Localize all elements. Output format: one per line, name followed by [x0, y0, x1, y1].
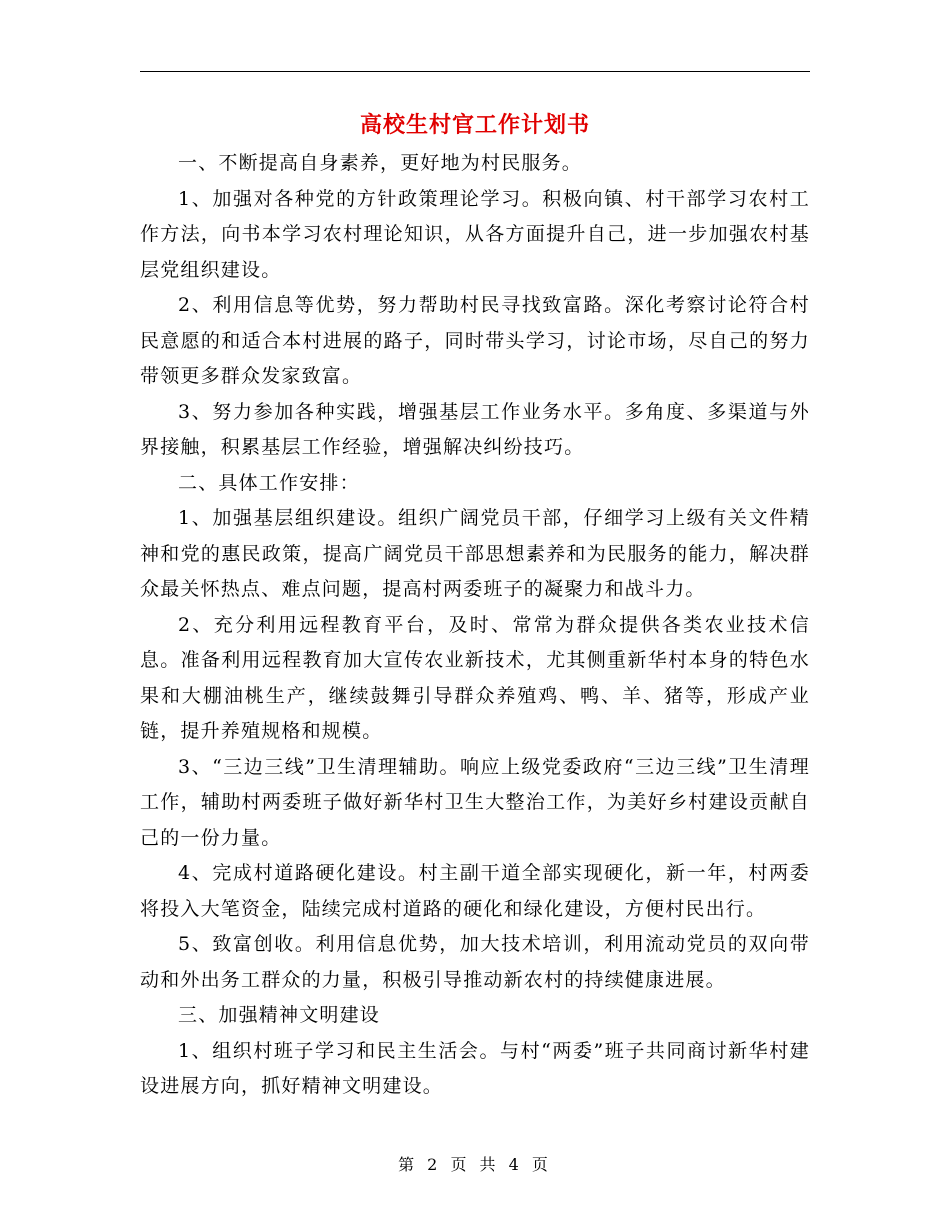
paragraph: 1、加强基层组织建设。组织广阔党员干部，仔细学习上级有关文件精神和党的惠民政策，提高广阔党员干部思想素养和为民服务的能力，解决群众最关怀热点、难点问题，提高村两委班子的凝聚力和战斗力。 [140, 507, 810, 600]
paragraph: 二、具体工作安排： [178, 471, 360, 494]
paragraph: 5、致富创收。利用信息优势，加大技术培训，利用流动党员的双向带动和外出务工群众的力量，积极引导推动新农村的持续健康进展。 [140, 933, 810, 991]
paragraph: 4、完成村道路硬化建设。村主副干道全部实现硬化，新一年，村两委将投入大笔资金，陆续完成村道路的硬化和绿化建设，方便村民出行。 [140, 862, 810, 920]
page-number-footer: 第 2 页 共 4 页 [398, 1155, 552, 1174]
paragraph: 3、努力参加各种实践，增强基层工作业务水平。多角度、多渠道与外界接触，积累基层工作经验，增强解决纠纷技巧。 [140, 400, 810, 458]
document-title: 高校生村官工作计划书 [359, 112, 590, 138]
document-body [140, 146, 810, 1105]
header-rule [140, 71, 810, 72]
paragraph: 三、加强精神文明建设 [178, 1004, 381, 1026]
paragraph: 3、“三边三线”卫生清理辅助。响应上级党委政府“三边三线”卫生清理工作，辅助村两委班子做好新华村卫生大整治工作，为美好乡村建设贡献自己的一份力量。 [140, 755, 810, 849]
paragraph: 2、充分利用远程教育平台，及时、常常为群众提供各类农业技术信息。准备利用远程教育加大宣传农业新技术，尤其侧重新华村本身的特色水果和大棚油桃生产，继续鼓舞引导群众养殖鸡、鸭、羊、猪等，形成产业链，提升养殖规格和规模。 [140, 613, 810, 742]
paragraph: 2、利用信息等优势，努力帮助村民寻找致富路。深化考察讨论符合村民意愿的和适合本村进展的路子，同时带头学习，讨论市场，尽自己的努力带领更多群众发家致富。 [140, 294, 810, 387]
paragraph: 一、不断提高自身素养，更好地为村民服务。 [178, 152, 583, 174]
paragraph: 1、组织村班子学习和民主生活会。与村“两委”班子共同商讨新华村建设进展方向，抓好精神文明建设。 [140, 1039, 810, 1097]
paragraph: 1、加强对各种党的方针政策理论学习。积极向镇、村干部学习农村工作方法，向书本学习农村理论知识，从各方面提升自己，进一步加强农村基层党组织建设。 [140, 187, 810, 281]
